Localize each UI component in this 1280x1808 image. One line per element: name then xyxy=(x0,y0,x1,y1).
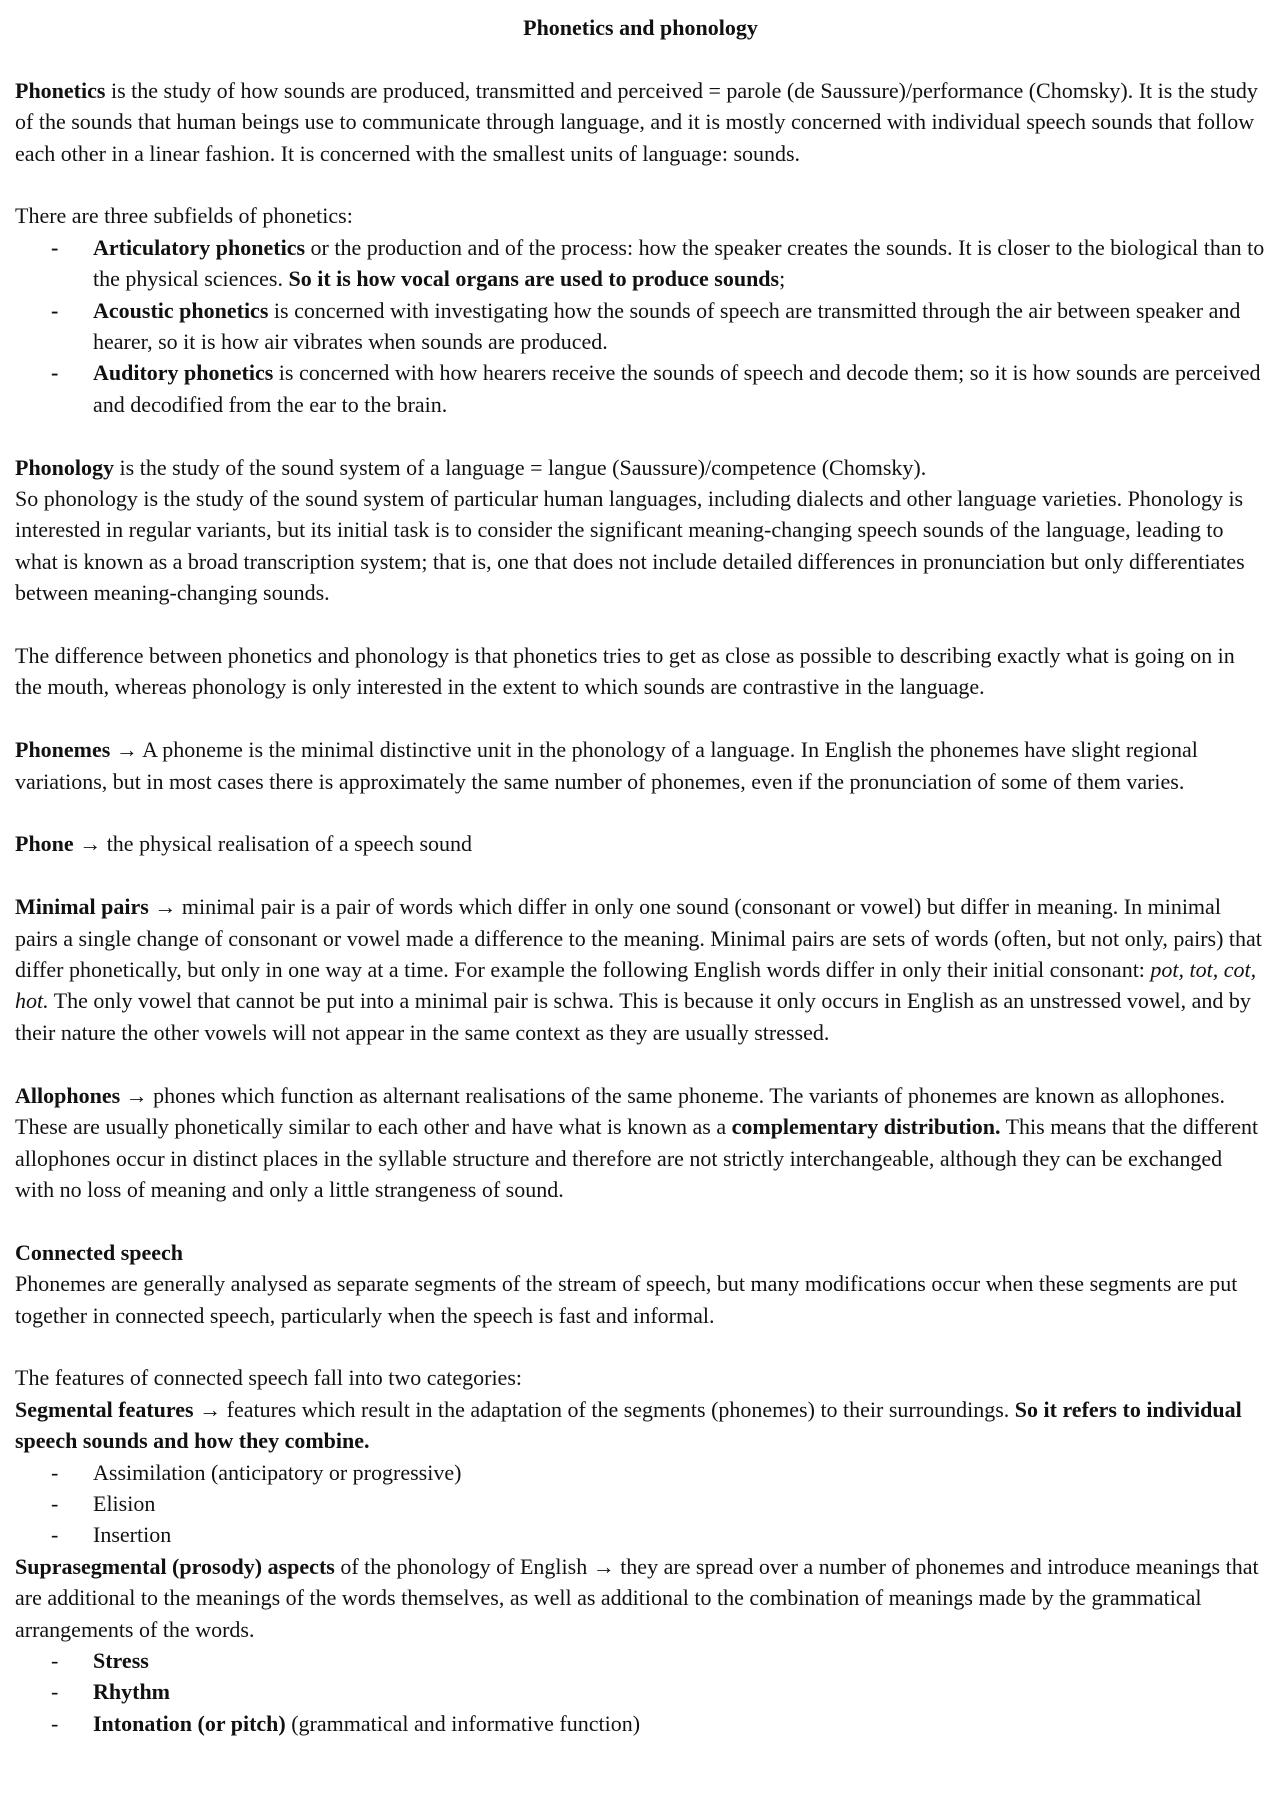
page-title: Phonetics and phonology xyxy=(523,15,758,40)
list-item: - Stress xyxy=(51,1647,149,1673)
segmental-term: Segmental features xyxy=(15,1396,194,1422)
minimal-pairs-examples: pot, tot, cot, hot. xyxy=(15,957,1257,1014)
phone-term: Phone xyxy=(15,831,74,857)
list-item: - Rhythm xyxy=(51,1679,171,1705)
difference-paragraph: The difference between phonetics and phonology is that phonetics tries to get as close as possible to describing exactly what is going on in the mouth, whereas phonology is only interested in the extent to which sounds are contrastive in the language. xyxy=(15,643,1235,700)
features-intro: The features of connected speech fall into two categories: xyxy=(15,1365,522,1391)
minimal-pairs-term: Minimal pairs xyxy=(15,894,149,920)
phonemes-paragraph: Phonemes → A phoneme is the minimal distinctive unit in the phonology of a language. In English the phonemes have slight regional variations, but in most cases there is approximately the same number of phonemes, even if the pronunciation of some of them varies. xyxy=(15,737,1198,794)
list-item: - Acoustic phonetics is concerned with investigating how the sounds of speech are transmitted through the air between speaker and hearer, so it is how air vibrates when sounds are produced. xyxy=(51,297,1241,355)
connected-speech-paragraph: Phonemes are generally analysed as separate segments of the stream of speech, but many modifications occur when these segments are put together in connected speech, particularly when the speech is fast and informal. xyxy=(15,1271,1238,1328)
subfields-list xyxy=(15,232,1266,420)
connected-speech-heading: Connected speech xyxy=(15,1239,184,1265)
phonetics-paragraph: Phonetics is the study of how sounds are produced, transmitted and perceived = parole (de Saussure)/performance (Chomsky). It is the study of the sounds that human beings use to communicate through language, and it is mostly concerned with individual speech sounds that follow each other in a linear fashion. It is concerned with the smallest units of language: sounds. xyxy=(15,77,1258,166)
list-item: - Intonation (or pitch) (grammatical and informative function) xyxy=(51,1710,641,1736)
list-item: - Articulatory phonetics or the production and of the process: how the speaker creates the sounds. It is closer to the biological than to the physical sciences. So it is how vocal organs are used to produce sounds; xyxy=(51,234,1265,292)
list-item: - Auditory phonetics is concerned with how hearers receive the sounds of speech and decode them; so it is how sounds are perceived and decodified from the ear to the brain. xyxy=(51,360,1261,417)
suprasegmental-term: Suprasegmental (prosody) aspects xyxy=(15,1553,335,1579)
allophones-paragraph: Allophones → phones which function as alternant realisations of the same phoneme. The variants of phonemes are known as allophones. These are usually phonetically similar to each other and have what is known as a complementary distribution. This means that the different allophones occur in distinct places in the syllable structure and therefore are not strictly interchangeable, although they can be exchanged with no loss of meaning and only a little strangeness of sound. xyxy=(15,1082,1259,1202)
segmental-paragraph: Segmental features → features which result in the adaptation of the segments (phonemes) to their surroundings. So it refers to individual speech sounds and how they combine. xyxy=(15,1396,1242,1454)
subfields-intro: There are three subfields of phonetics: xyxy=(15,203,353,229)
allophones-term: Allophones xyxy=(15,1082,121,1108)
list-item: - Elision xyxy=(51,1490,156,1516)
segmental-list xyxy=(15,1457,1266,1551)
minimal-pairs-paragraph: Minimal pairs → minimal pair is a pair of words which differ in only one sound (consonant or vowel) but differ in meaning. In minimal pairs a single change of consonant or vowel made a difference to the meaning. Minimal pairs are sets of words (often, but not only, pairs) that differ phonetically, but only in one way at a time. For example the following English words differ in only their initial consonant: pot, tot, cot, hot. The only vowel that cannot be put into a minimal pair is schwa. This is because it only occurs in English as an unstressed vowel, and by their nature the other vowels will not appear in the same context as they are usually stressed. xyxy=(15,894,1262,1045)
phonology-paragraph-2: So phonology is the study of the sound system of particular human languages, including dialects and other language varieties. Phonology is interested in regular variants, but its initial task is to consider the significant meaning-changing speech sounds of the language, leading to what is known as a broad transcription system; that is, one that does not include detailed differences in pronunciation but only differentiates between meaning-changing sounds. xyxy=(15,486,1245,606)
phonetics-term: Phonetics xyxy=(15,77,106,103)
suprasegmental-list xyxy=(15,1645,1266,1739)
suprasegmental-paragraph: Suprasegmental (prosody) aspects of the phonology of English → they are spread over a number of phonemes and introduce meanings that are additional to the meanings of the words themselves, as well as additional to the combination of meanings made by the grammatical arrangements of the words. xyxy=(15,1553,1259,1642)
phone-paragraph: Phone → the physical realisation of a speech sound xyxy=(15,831,473,857)
list-item: - Insertion xyxy=(51,1522,172,1548)
phonology-term: Phonology xyxy=(15,454,115,480)
phonology-paragraph: Phonology is the study of the sound system of a language = langue (Saussure)/competence (Chomsky). xyxy=(15,454,927,480)
list-item: - Assimilation (anticipatory or progressive) xyxy=(51,1459,462,1485)
phonemes-term: Phonemes xyxy=(15,737,111,763)
